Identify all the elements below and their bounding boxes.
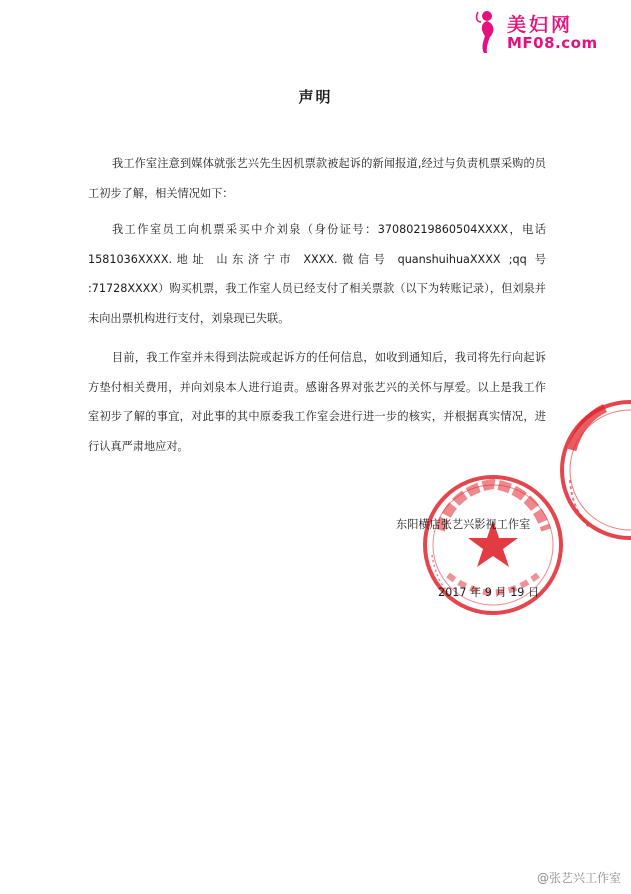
weibo-footer-handle: @张艺兴工作室	[536, 871, 621, 885]
woman-silhouette-logo-icon	[473, 8, 501, 54]
paragraph-response: 目前，我工作室并未得到法院或起诉方的任何信息，如收到通知后，我司将先行向起诉方垫付相关费用，并向刘泉本人进行追责。感谢各界对张艺兴的关怀与厚爱。以上是我工作室初步了解的事宜，对此事的其中原委我工作室会进行进一步的核实，并根据真实情况，进行认真严肃地应对。	[88, 351, 546, 453]
site-url: MF08.com	[507, 34, 598, 52]
signature-date: 2017 年 9 月 19 日	[438, 586, 540, 599]
page-title: 声明	[298, 88, 333, 106]
signature-studio-name: 东阳横店张艺兴影视工作室	[396, 518, 531, 531]
paragraph-intro: 我工作室注意到媒体就张艺兴先生因机票款被起诉的新闻报道,经过与负责机票采购的员工初步了解，相关情况如下：	[88, 157, 546, 200]
site-name: 美妇网	[507, 14, 574, 36]
site-watermark	[473, 6, 623, 56]
paragraph-details: 我工作室员工向机票采买中介刘泉（身份证号：37080219860504XXXX，电话1581036XXXX.地址 山东济宁市 XXXX.微信号 quanshuihuaXXXX ;qq 号 :71728XXXX）购买机票，我工作室人员已经支付了相关票款（以下为转账记录），但刘泉并未向出票机构进行支付，刘泉现已失联。	[88, 223, 546, 325]
